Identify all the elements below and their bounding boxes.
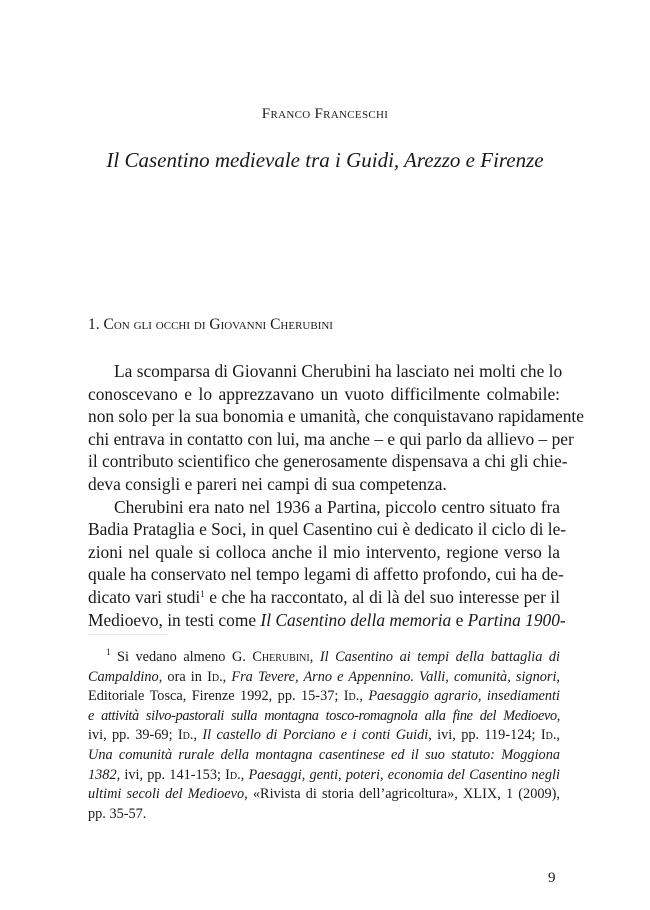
footnote-line: pp. 35-57. — [88, 805, 147, 822]
footnote-divider — [88, 634, 168, 635]
footnote-line: Editoriale Tosca, Firenze 1992, pp. 15-37; Id., Paesaggio agrario, insediamenti — [88, 688, 560, 705]
footnote-line: $^1$ Si vedano almeno G. Cherubini, Il Casentino ai tempi della battaglia di — [106, 647, 561, 665]
paragraph-1 — [88, 360, 584, 496]
text-line: Cherubini era nato nel 1936 a Partina, piccolo centro situato fra — [114, 496, 560, 517]
text-line: non solo per la sua bonomia e umanità, che conquistavano rapidamente — [88, 406, 584, 427]
footnote-mark: 1 — [106, 647, 111, 657]
footnote-line: Campaldino, ora in Id., Fra Tevere, Arno e Appennino. Valli, comunità, signori, — [88, 668, 560, 685]
text-line: zioni nel quale si colloca anche il mio intervento, regione verso la — [88, 541, 560, 562]
author-name: Franco Franceschi — [261, 106, 389, 122]
text-line: quale ha conservato nel tempo legami di affetto profondo, cui ha de- — [88, 564, 564, 585]
footnote-line: e attività silvo-pastorali sulla montagna tosco-romagnola alla fine del Medioevo, — [88, 707, 560, 724]
text-line: chi entrava in contatto con lui, ma anche – e qui parlo da allievo – per — [88, 428, 574, 449]
paragraph-2 — [88, 496, 567, 632]
footnote-line: 1382, ivi, pp. 141-153; Id., Paesaggi, genti, poteri, economia del Casentino negli — [88, 766, 560, 783]
text-line: Badia Prataglia e Soci, in quel Casentino cui è dedicato il ciclo di le- — [88, 519, 567, 540]
body-text — [88, 360, 584, 631]
page-number: 9 — [548, 870, 556, 886]
text-line: il contributo scientifico che generosamente dispensava a chi gli chie- — [88, 451, 568, 472]
footnote-reference[interactable]: 1 — [200, 588, 205, 599]
section-heading: 1. Con gli occhi di Giovanni Cherubini — [88, 316, 333, 333]
footnote-line: Una comunità rurale della montagna casentinese ed il suo statuto: Moggiona — [88, 746, 560, 763]
footnote-line: ivi, pp. 39-69; Id., Il castello di Porciano e i conti Guidi, ivi, pp. 119-124; Id., — [88, 727, 560, 744]
footnote-1 — [88, 648, 560, 824]
text-line: conoscevano e lo apprezzavano un vuoto difficilmente colmabile: — [88, 383, 560, 404]
text-line: Medioevo, in testi come Il Casentino della memoria e Partina 1900- — [88, 609, 566, 630]
text-line: deva consigli e pareri nei campi di sua competenza. — [88, 473, 447, 494]
text-line: dicato vari studi$^1$ e che ha raccontato, al di là del suo interesse per il — [88, 586, 560, 607]
text-line: La scomparsa di Giovanni Cherubini ha lasciato nei molti che lo — [114, 361, 563, 381]
chapter-title: Il Casentino medievale tra i Guidi, Arezzo e Firenze — [106, 148, 544, 172]
footnote-line: ultimi secoli del Medioevo, «Rivista di storia dell’agricoltura», XLIX, 1 (2009), — [88, 786, 560, 803]
